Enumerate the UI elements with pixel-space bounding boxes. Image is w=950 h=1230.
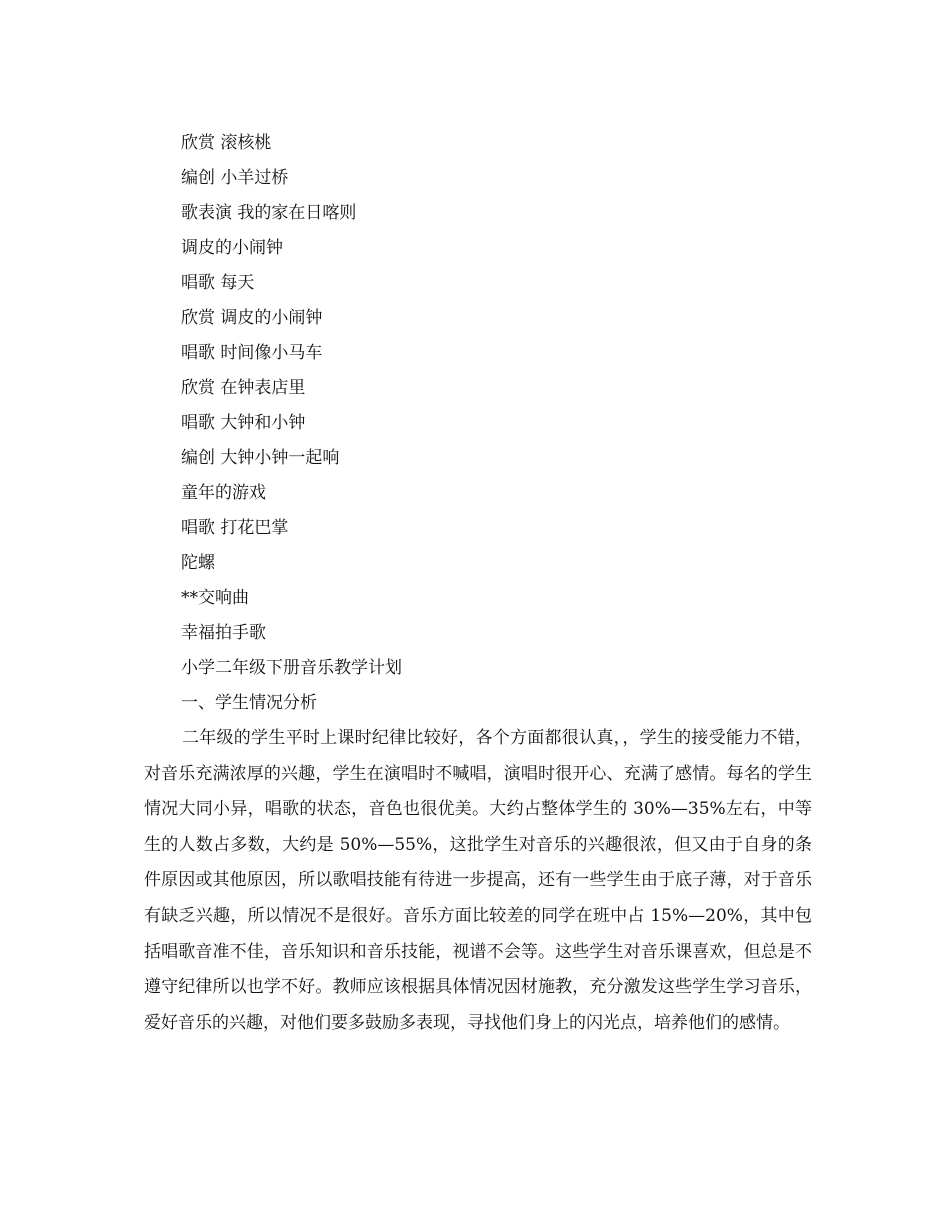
list-line: **交响曲 bbox=[181, 588, 249, 608]
list-line: 唱歌 时间像小马车 bbox=[181, 343, 323, 363]
list-line: 编创 小羊过桥 bbox=[181, 168, 289, 188]
list-line: 歌表演 我的家在日喀则 bbox=[181, 203, 357, 223]
list-line: 欣赏 调皮的小闹钟 bbox=[181, 308, 323, 328]
item-list bbox=[181, 126, 821, 721]
list-line: 唱歌 打花巴掌 bbox=[181, 518, 289, 538]
list-line: 童年的游戏 bbox=[181, 483, 266, 503]
list-line: 唱歌 每天 bbox=[181, 273, 255, 293]
list-line: 编创 大钟小钟一起响 bbox=[181, 448, 340, 468]
body-paragraph: 二年级的学生平时上课时纪律比较好，各个方面都很认真，，学生的接受能力不错，对音乐充满浓厚的兴趣，学生在演唱时不喊唱，演唱时很开心、充满了感情。每名的学生情况大同小异，唱歌的状态，音色也很优美。大约占整体学生的 30%—35%左右，中等生的人数占多数，大约是 50%—55%，这批学生对音乐的兴趣很浓，但又由于自身的条件原因或其他原因，所以歌唱技能有待进一步提高，还有一些学生由于底子薄，对于音乐有缺乏兴趣，所以情况不是很好。音乐方面比较差的同学在班中占 15%—20%，其中包括唱歌音准不佳，音乐知识和音乐技能，视谱不会等。这些学生对音乐课喜欢，但总是不遵守纪律所以也学不好。教师应该根据具体情况因材施教，充分激发这些学生学习音乐，爱好音乐的兴趣，对他们要多鼓励多表现，寻找他们身上的闪光点，培养他们的感情。 bbox=[144, 728, 812, 1033]
list-line: 调皮的小闹钟 bbox=[181, 238, 283, 258]
list-line: 欣赏 在钟表店里 bbox=[181, 378, 306, 398]
section-heading: 一、学生情况分析 bbox=[181, 693, 317, 713]
list-line: 幸福拍手歌 bbox=[181, 623, 266, 643]
list-line: 陀螺 bbox=[181, 553, 215, 573]
list-line: 欣赏 滚核桃 bbox=[181, 133, 272, 153]
section-title: 小学二年级下册音乐教学计划 bbox=[181, 658, 402, 678]
list-line: 唱歌 大钟和小钟 bbox=[181, 413, 306, 433]
